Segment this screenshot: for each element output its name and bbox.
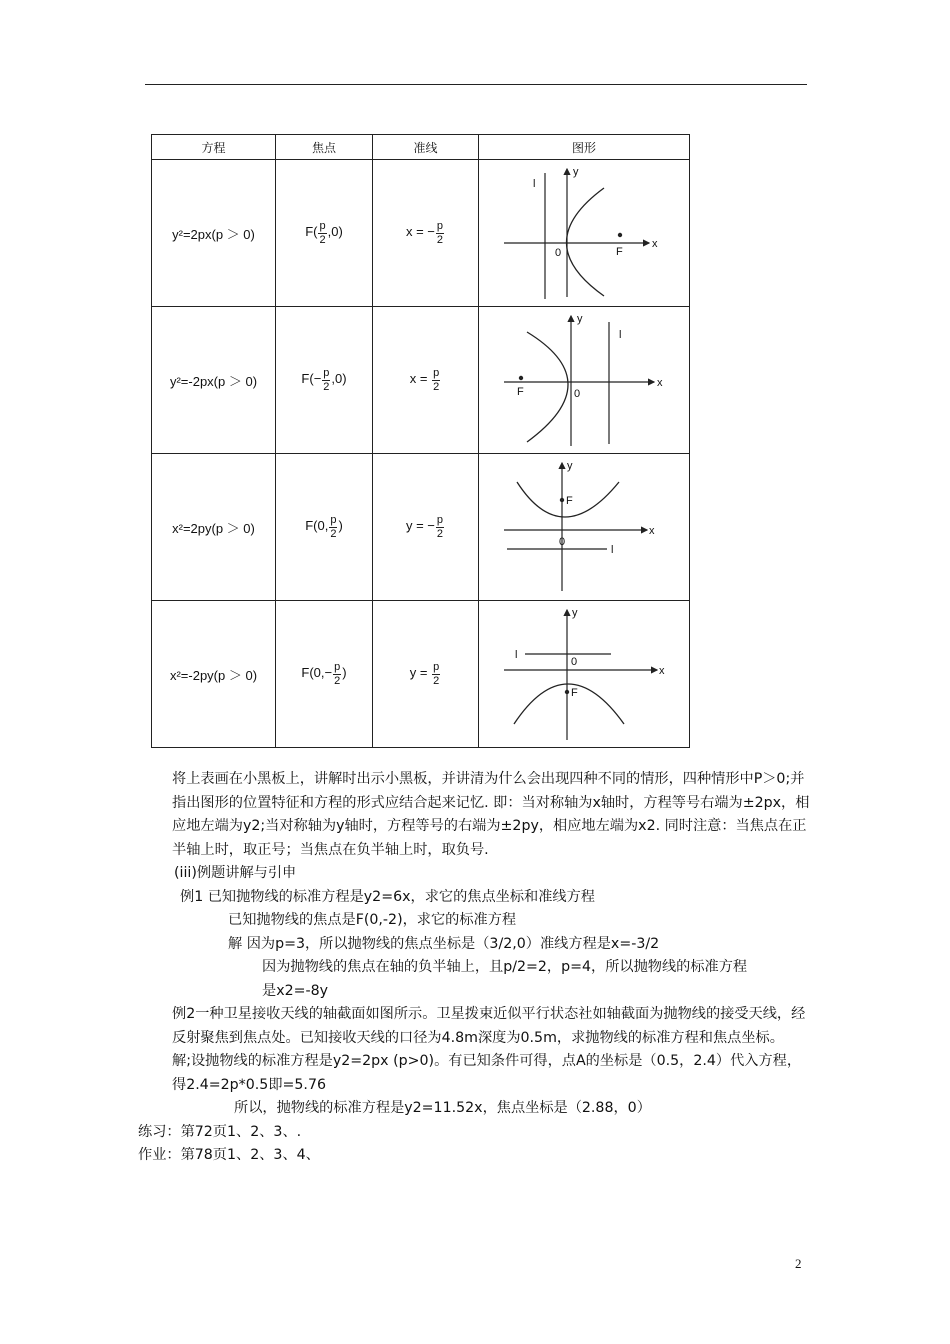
svg-text:F: F [571, 687, 578, 699]
solution-2: 解;设抛物线的标准方程是y2=2px (p>0)。有已知条件可得，点A的坐标是（0.5，2.4）代入方程，得2.4=2p*0.5即=5.76 [172, 1053, 802, 1093]
parabola-curve [527, 332, 568, 442]
fraction: $\frac{p}{2}$ [330, 513, 337, 540]
svg-text:F: F [517, 386, 524, 398]
directrix-cell: y = $\frac{p}{2}$ [373, 601, 479, 748]
equation-cell: y²=2px(p ＞ 0) [152, 160, 276, 307]
svg-text:0: 0 [559, 536, 566, 548]
parabola-table [151, 134, 690, 748]
section-heading: (iii)例题讲解与引申 [174, 865, 297, 881]
graph-cell [479, 160, 690, 307]
parabola-graph-left [499, 310, 669, 450]
focus-cell: F(− $\frac{p}{2}$ ,0) [276, 307, 373, 454]
svg-text:F: F [566, 495, 573, 507]
focus-point [519, 376, 523, 380]
fraction: $\frac{p}{2}$ [323, 366, 330, 393]
table-row [152, 307, 690, 454]
header-equation: 方程 [152, 135, 276, 160]
page-number: 2 [795, 1256, 802, 1271]
solution-1-answer: 是x2=-8y [262, 982, 329, 999]
focus-point [618, 233, 622, 237]
parabola-curve [514, 684, 624, 724]
practice-line: 练习：第72页1、2、3、. [138, 1123, 302, 1140]
focus-cell: F( $\frac{p}{2}$ ,0) [276, 160, 373, 307]
svg-text:l: l [611, 544, 614, 556]
fraction: $\frac{p}{2}$ [433, 660, 440, 687]
fraction: $\frac{p}{2}$ [436, 219, 444, 246]
fraction: $\frac{p}{2}$ [436, 513, 444, 540]
svg-text:x: x [649, 525, 655, 537]
example-1: 例1 已知抛物线的标准方程是y2=6x，求它的焦点坐标和准线方程 [180, 888, 595, 905]
header-rule [145, 84, 807, 85]
solution-1: 解 因为p=3，所以抛物线的焦点坐标是（3/2,0）准线方程是x=-3/2 [228, 935, 660, 952]
equation-cell: y²=-2px(p ＞ 0) [152, 307, 276, 454]
paragraph-explanation: 将上表画在小黑板上，讲解时出示小黑板，并讲清为什么会出现四种不同的情形，四种情形中P＞0;并指出图形的位置特征和方程的形式应结合起来记忆. 即：当对称轴为x轴时，方程等号右端为±2px，相应地左端为y2;当对称轴为y轴时，方程等号的右端为±2py，相应地左端为x2. 同时注意：当焦点在正半轴上时，取正号；当焦点在负半轴上时，取负号. [172, 771, 810, 858]
example-1-part-2: 已知抛物线的焦点是F(0,-2)，求它的标准方程 [228, 912, 517, 928]
solution-2-answer: 所以，抛物线的标准方程是y2=11.52x，焦点坐标是（2.88，0） [234, 1100, 651, 1116]
parabola-curve [567, 188, 605, 296]
table-row [152, 454, 690, 601]
svg-text:0: 0 [555, 247, 562, 259]
parabola-graph-up [499, 457, 669, 597]
focus-point [560, 498, 564, 502]
example-2: 例2一种卫星接收天线的轴截面如图所示。卫星拨束近似平行状态社如轴截面为抛物线的接受天线，经反射聚焦到焦点处。已知接收天线的口径为4.8m深度为0.5m，求抛物线的标准方程和焦点坐标。 [172, 1006, 806, 1046]
svg-text:x: x [652, 238, 658, 250]
graph-cell [479, 454, 690, 601]
parabola-graph-right [499, 163, 669, 303]
directrix-cell: y = − $\frac{p}{2}$ [373, 454, 479, 601]
svg-text:y: y [577, 313, 583, 325]
equation-cell: x²=2py(p ＞ 0) [152, 454, 276, 601]
svg-text:l: l [619, 329, 622, 341]
svg-text:y: y [567, 460, 573, 472]
header-focus: 焦点 [276, 135, 373, 160]
header-graph: 图形 [479, 135, 690, 160]
svg-text:F: F [616, 246, 623, 258]
svg-text:y: y [573, 166, 579, 178]
focus-point [565, 690, 569, 694]
table-header-row [152, 135, 690, 160]
svg-text:0: 0 [571, 656, 578, 668]
directrix-cell: x = − $\frac{p}{2}$ [373, 160, 479, 307]
fraction: $\frac{p}{2}$ [433, 366, 440, 393]
directrix-cell: x = $\frac{p}{2}$ [373, 307, 479, 454]
graph-cell [479, 307, 690, 454]
header-directrix: 准线 [373, 135, 479, 160]
table-row [152, 160, 690, 307]
lesson-text [138, 768, 814, 1168]
svg-text:y: y [572, 607, 578, 619]
fraction: $\frac{p}{2}$ [319, 219, 326, 246]
svg-text:l: l [533, 178, 536, 190]
graph-cell [479, 601, 690, 748]
table-row [152, 601, 690, 748]
focus-cell: F(0, $\frac{p}{2}$ ) [276, 454, 373, 601]
solution-1-part-2: 因为抛物线的焦点在轴的负半轴上，且p/2=2，p=4，所以抛物线的标准方程 [262, 959, 748, 975]
parabola-graph-down [499, 604, 669, 744]
svg-text:x: x [657, 377, 663, 389]
fraction: $\frac{p}{2}$ [334, 660, 341, 687]
svg-text:l: l [515, 649, 518, 661]
svg-text:0: 0 [574, 388, 581, 400]
focus-cell: F(0,− $\frac{p}{2}$ ) [276, 601, 373, 748]
equation-cell: x²=-2py(p ＞ 0) [152, 601, 276, 748]
homework-line: 作业：第78页1、2、3、4、 [138, 1147, 320, 1163]
svg-text:x: x [659, 665, 665, 677]
